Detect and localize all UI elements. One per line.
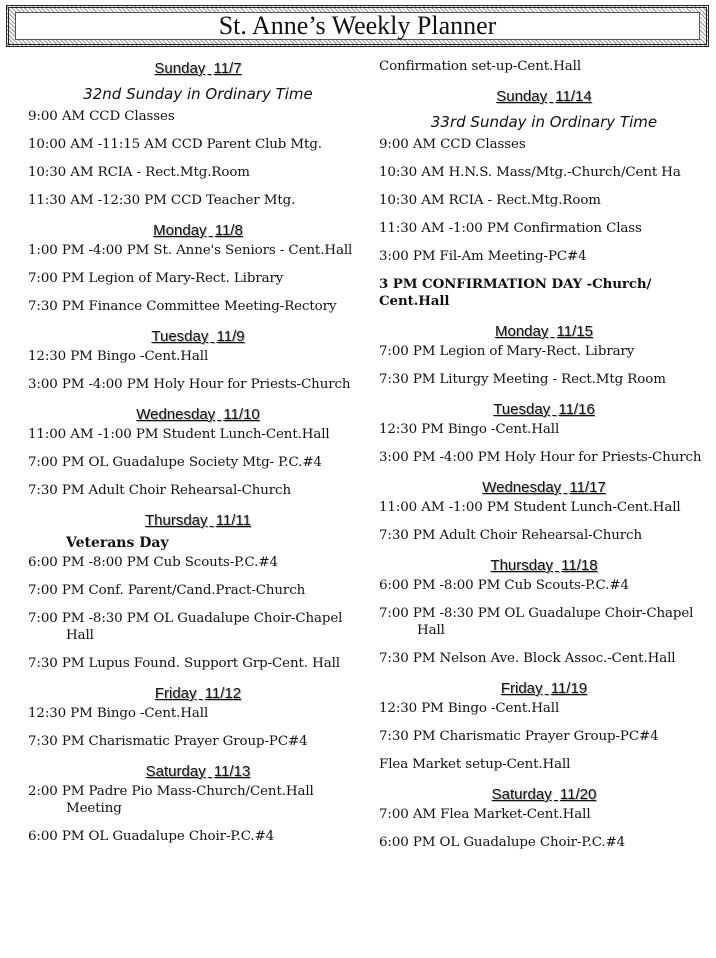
holiday-note: Veterans Day bbox=[66, 535, 169, 551]
event-item: 11:00 AM -1:00 PM Student Lunch-Cent.Hall bbox=[28, 427, 330, 442]
event-item: 7:00 PM OL Guadalupe Society Mtg- P.C.#4 bbox=[28, 455, 322, 470]
event-item: 12:30 PM Bingo -Cent.Hall bbox=[379, 422, 560, 437]
title-frame bbox=[15, 12, 700, 40]
day-heading-saturday-11-20: Saturday 11/20 bbox=[491, 786, 597, 803]
day-heading-saturday-11-13: Saturday 11/13 bbox=[145, 763, 251, 780]
event-item: 2:00 PM Padre Pio Mass-Church/Cent.Hall Meeting bbox=[28, 784, 314, 816]
page-title: St. Anne’s Weekly Planner bbox=[218, 11, 497, 40]
event-item: Confirmation set-up-Cent.Hall bbox=[379, 59, 582, 74]
event-item: 11:30 AM -12:30 PM CCD Teacher Mtg. bbox=[28, 193, 296, 208]
event-item: 10:30 AM RCIA - Rect.Mtg.Room bbox=[379, 193, 601, 208]
event-item: 3:00 PM -4:00 PM Holy Hour for Priests-Church bbox=[28, 377, 351, 392]
event-item: 7:30 PM Charismatic Prayer Group-PC#4 bbox=[379, 729, 659, 744]
day-heading-tuesday-11-9: Tuesday 11/9 bbox=[151, 328, 245, 345]
event-item: 7:30 PM Adult Choir Rehearsal-Church bbox=[28, 483, 291, 498]
event-item: 7:00 PM Conf. Parent/Cand.Pract-Church bbox=[28, 583, 306, 598]
event-item: 7:00 AM Flea Market-Cent.Hall bbox=[379, 807, 591, 822]
event-item: 10:30 AM RCIA - Rect.Mtg.Room bbox=[28, 165, 250, 180]
event-item: 7:30 PM Finance Committee Meeting-Rectory bbox=[28, 299, 337, 314]
occasion-label: 33rd Sunday in Ordinary Time bbox=[430, 113, 658, 131]
event-item: 12:30 PM Bingo -Cent.Hall bbox=[379, 701, 560, 716]
event-item: 6:00 PM OL Guadalupe Choir-P.C.#4 bbox=[379, 835, 626, 850]
day-heading-friday-11-12: Friday 11/12 bbox=[154, 685, 242, 702]
event-item: 11:30 AM -1:00 PM Confirmation Class bbox=[379, 221, 642, 236]
event-item: 3:00 PM Fil-Am Meeting-PC#4 bbox=[379, 249, 587, 264]
right-column bbox=[379, 58, 709, 862]
event-item: 6:00 PM OL Guadalupe Choir-P.C.#4 bbox=[28, 829, 275, 844]
event-item: 7:30 PM Lupus Found. Support Grp-Cent. Hall bbox=[28, 656, 340, 671]
day-heading-sunday-11-7: Sunday 11/7 bbox=[154, 60, 242, 77]
left-column bbox=[28, 58, 368, 856]
event-item: 10:30 AM H.N.S. Mass/Mtg.-Church/Cent Ha bbox=[379, 165, 681, 180]
event-item: 6:00 PM -8:00 PM Cub Scouts-P.C.#4 bbox=[28, 555, 278, 570]
event-item: 10:00 AM -11:15 AM CCD Parent Club Mtg. bbox=[28, 137, 322, 152]
event-item: 9:00 AM CCD Classes bbox=[28, 109, 175, 124]
event-item: 7:00 PM -8:30 PM OL Guadalupe Choir-Chapel Hall bbox=[379, 606, 694, 638]
day-heading-monday-11-8: Monday 11/8 bbox=[153, 222, 243, 239]
event-item: 1:00 PM -4:00 PM St. Anne's Seniors - Cent.Hall bbox=[28, 243, 353, 258]
event-item: Flea Market setup-Cent.Hall bbox=[379, 757, 571, 772]
confirmation-day-event: 3 PM CONFIRMATION DAY -Church/ Cent.Hall bbox=[379, 276, 652, 309]
event-item: 12:30 PM Bingo -Cent.Hall bbox=[28, 349, 209, 364]
event-item: 7:00 PM Legion of Mary-Rect. Library bbox=[28, 271, 284, 286]
day-heading-wednesday-11-10: Wednesday 11/10 bbox=[136, 406, 260, 423]
day-heading-wednesday-11-17: Wednesday 11/17 bbox=[482, 479, 606, 496]
event-item: 3:00 PM -4:00 PM Holy Hour for Priests-Church bbox=[379, 450, 702, 465]
day-heading-monday-11-15: Monday 11/15 bbox=[495, 323, 593, 340]
event-item: 7:30 PM Nelson Ave. Block Assoc.-Cent.Hall bbox=[379, 651, 676, 666]
event-item: 9:00 AM CCD Classes bbox=[379, 137, 526, 152]
event-item: 7:30 PM Adult Choir Rehearsal-Church bbox=[379, 528, 642, 543]
occasion-label: 32nd Sunday in Ordinary Time bbox=[83, 85, 313, 103]
day-heading-friday-11-19: Friday 11/19 bbox=[500, 680, 588, 697]
event-item: 7:00 PM -8:30 PM OL Guadalupe Choir-Chapel Hall bbox=[28, 611, 343, 643]
title-banner bbox=[6, 5, 709, 47]
day-heading-thursday-11-11: Thursday 11/11 bbox=[144, 512, 251, 529]
day-heading-thursday-11-18: Thursday 11/18 bbox=[490, 557, 598, 574]
event-item: 6:00 PM -8:00 PM Cub Scouts-P.C.#4 bbox=[379, 578, 629, 593]
event-item: 12:30 PM Bingo -Cent.Hall bbox=[28, 706, 209, 721]
day-heading-tuesday-11-16: Tuesday 11/16 bbox=[493, 401, 595, 418]
event-item: 11:00 AM -1:00 PM Student Lunch-Cent.Hall bbox=[379, 500, 681, 515]
event-item: 7:00 PM Legion of Mary-Rect. Library bbox=[379, 344, 635, 359]
event-item: 7:30 PM Charismatic Prayer Group-PC#4 bbox=[28, 734, 308, 749]
day-heading-sunday-11-14: Sunday 11/14 bbox=[496, 88, 592, 105]
event-item: 7:30 PM Liturgy Meeting - Rect.Mtg Room bbox=[379, 372, 666, 387]
